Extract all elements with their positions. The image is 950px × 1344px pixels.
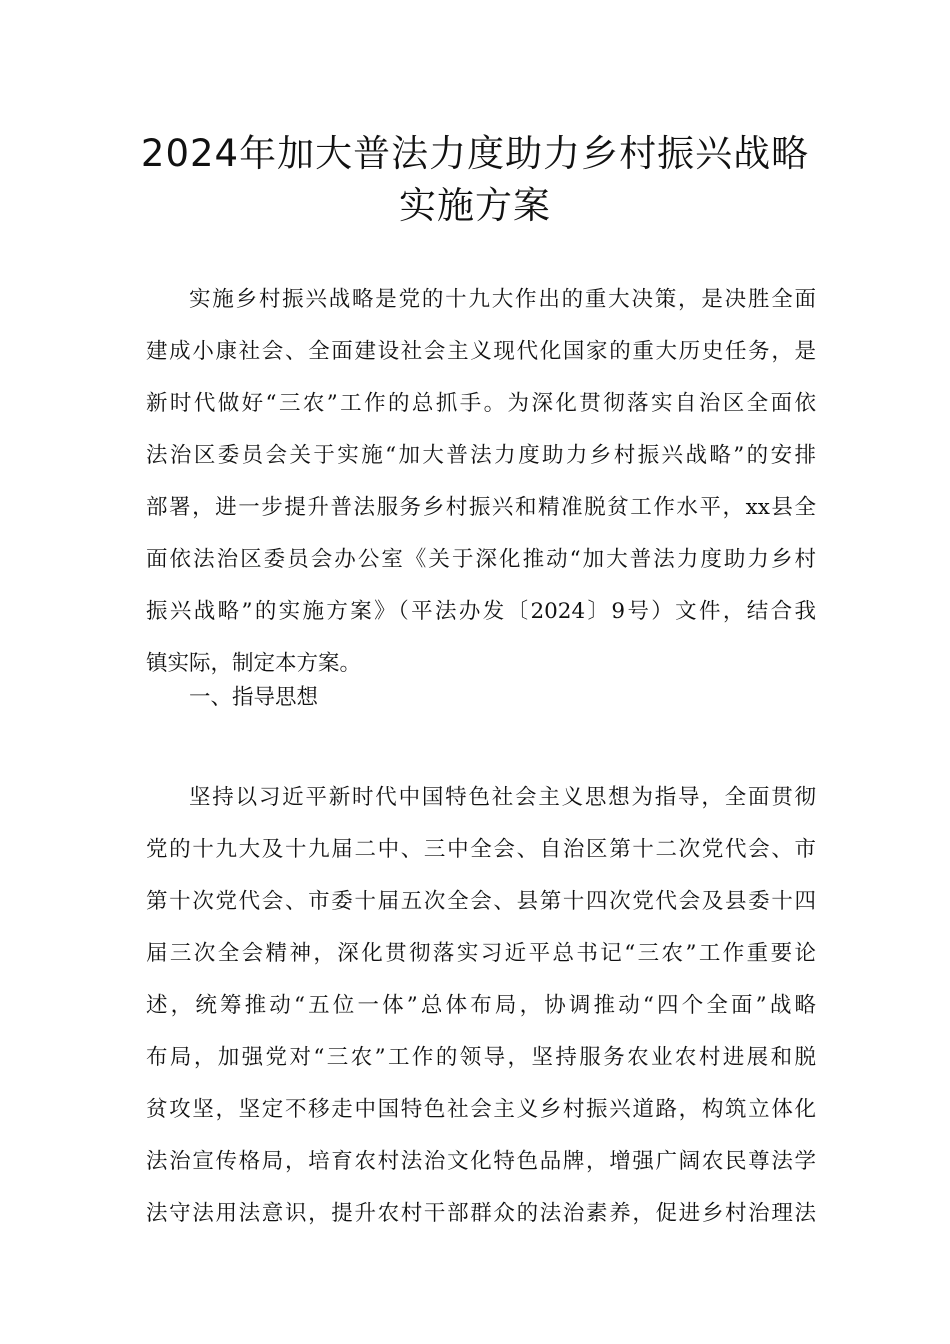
document-title-line-2: 实施方案 bbox=[399, 184, 551, 227]
paragraph-line: 坚持以习近平新时代中国特色社会主义思想为指导，全面贯彻 bbox=[189, 785, 816, 810]
paragraph-line: 法守法用法意识，提升农村干部群众的法治素养，促进乡村治理法 bbox=[146, 1201, 816, 1226]
paragraph-line: 述，统筹推动“五位一体”总体布局，协调推动“四个全面”战略 bbox=[146, 993, 816, 1018]
intro-paragraph bbox=[146, 274, 816, 690]
paragraph-line: 建成小康社会、全面建设社会主义现代化国家的重大历史任务，是 bbox=[146, 339, 816, 364]
paragraph-line: 法治宣传格局，培育农村法治文化特色品牌，增强广阔农民尊法学 bbox=[146, 1149, 816, 1174]
paragraph-line: 面依法治区委员会办公室《关于深化推动“加大普法力度助力乡村 bbox=[146, 547, 816, 572]
paragraph-line: 实施乡村振兴战略是党的十九大作出的重大决策，是决胜全面 bbox=[189, 287, 816, 312]
paragraph-line: 部署，进一步提升普法服务乡村振兴和精准脱贫工作水平，xx县全 bbox=[146, 495, 816, 520]
document-title-line-1: 2024年加大普法力度助力乡村振兴战略 bbox=[140, 132, 810, 175]
section-heading-guiding-ideology: 一、指导思想 bbox=[189, 685, 319, 710]
paragraph-line: 届三次全会精神，深化贯彻落实习近平总书记“三农”工作重要论 bbox=[146, 941, 816, 966]
paragraph-line: 贫攻坚，坚定不移走中国特色社会主义乡村振兴道路，构筑立体化 bbox=[146, 1097, 816, 1122]
paragraph-line: 布局，加强党对“三农”工作的领导，坚持服务农业农村进展和脱 bbox=[146, 1045, 816, 1070]
paragraph-line: 镇实际，制定本方案。 bbox=[146, 651, 362, 676]
paragraph-line: 振兴战略”的实施方案》（平法办发〔2024〕9号）文件，结合我 bbox=[146, 599, 816, 624]
guiding-ideology-paragraph bbox=[146, 772, 816, 1240]
paragraph-line: 党的十九大及十九届二中、三中全会、自治区第十二次党代会、市 bbox=[146, 837, 816, 862]
paragraph-line: 新时代做好“三农”工作的总抓手。为深化贯彻落实自治区全面依 bbox=[146, 391, 816, 416]
paragraph-line: 法治区委员会关于实施“加大普法力度助力乡村振兴战略”的安排 bbox=[146, 443, 816, 468]
paragraph-line: 第十次党代会、市委十届五次全会、县第十四次党代会及县委十四 bbox=[146, 889, 816, 914]
